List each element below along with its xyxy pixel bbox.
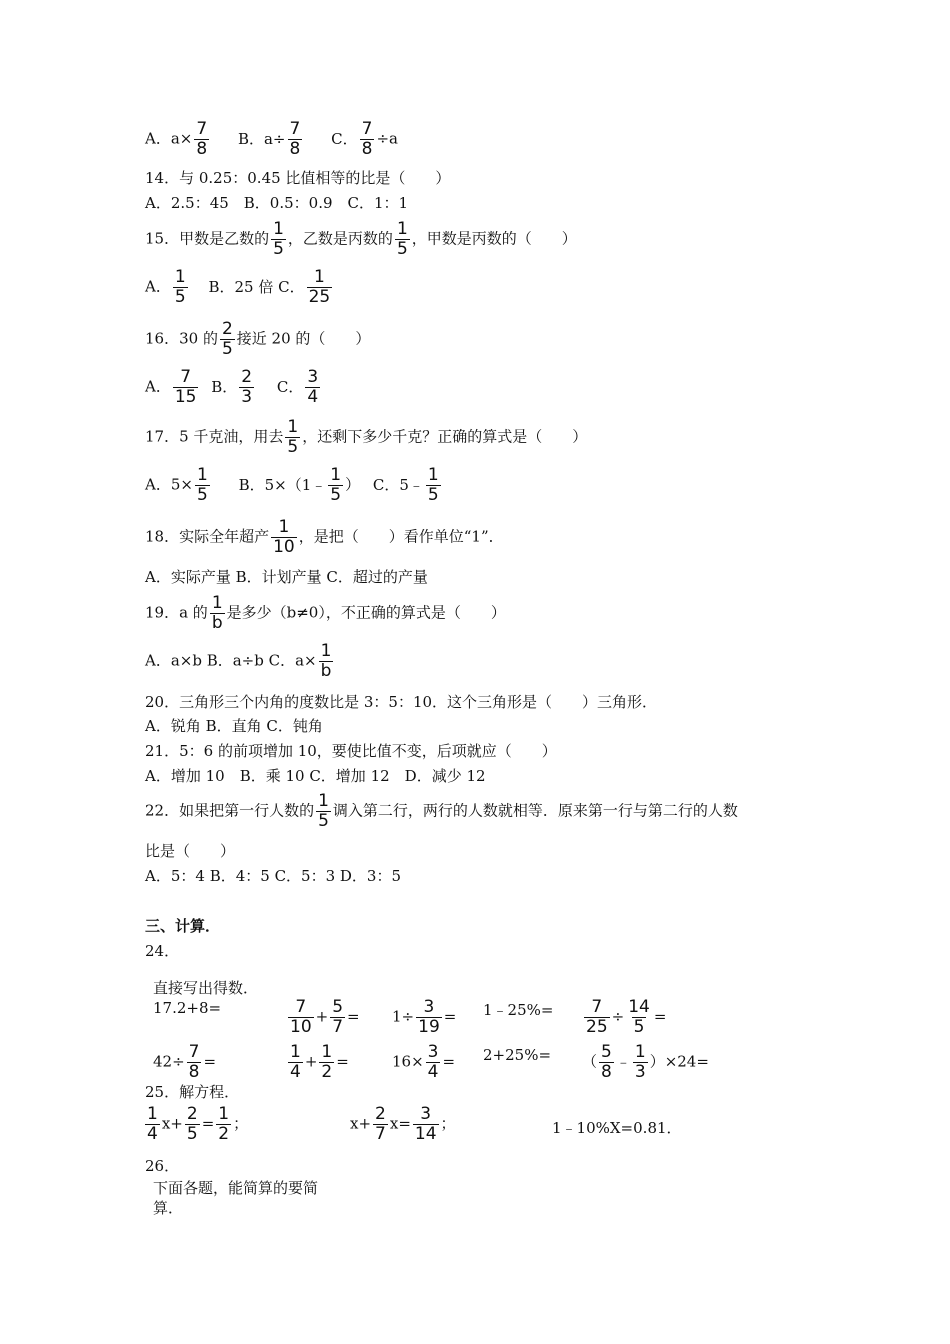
fraction: $\frac{7}{8}$ bbox=[361, 119, 373, 159]
calc-item: $\frac{7}{25}$ ÷ $\frac{14}{5}$ = bbox=[586, 997, 667, 1037]
fraction: $\frac{1}{5}$ bbox=[427, 465, 439, 505]
fraction: $\frac{7}{8}$ bbox=[188, 1042, 200, 1082]
q14-stem: 14．与 0.25：0.45 比值相等的比是（ ） bbox=[145, 169, 451, 187]
q20-stem: 20．三角形三个内角的度数比是 3：5：10．这个三角形是（ ）三角形． bbox=[145, 693, 658, 711]
q19-stem: 19．a 的 $\frac{1}{b}$ 是多少（b≠0），不正确的算式是（ ） bbox=[145, 593, 506, 633]
fraction: $\frac{1}{b}$ bbox=[320, 641, 332, 681]
fraction: $\frac{1}{5}$ bbox=[318, 791, 329, 831]
equation: $\frac{1}{4}$ x+ $\frac{2}{5}$ = $\frac{1}{2}$ ； bbox=[147, 1104, 249, 1144]
fraction: $\frac{1}{4}$ bbox=[290, 1042, 301, 1082]
q18-options: A．实际产量 B．计划产量 C．超过的产量 bbox=[145, 568, 428, 586]
equation: 1﹣10%X=0.81． bbox=[552, 1119, 682, 1137]
q19-options: A．a×b B．a÷b C．a× $\frac{1}{b}$ bbox=[145, 641, 332, 681]
q20-options: A．锐角 B．直角 C．钝角 bbox=[145, 717, 323, 735]
fraction: $\frac{1}{10}$ bbox=[273, 517, 295, 557]
fraction: $\frac{14}{5}$ bbox=[628, 997, 650, 1037]
fraction: $\frac{2}{5}$ bbox=[186, 1104, 198, 1144]
fraction: $\frac{1}{25}$ bbox=[308, 267, 331, 307]
fraction: $\frac{7}{15}$ bbox=[174, 367, 197, 407]
q16-stem: 16．30 的 $\frac{2}{5}$ 接近 20 的（ ） bbox=[145, 319, 371, 359]
q17-options: A．5× $\frac{1}{5}$ B．5×（1﹣ $\frac{1}{5}$ ） C．5﹣ $\frac{1}{5}$ bbox=[145, 465, 439, 505]
fraction: $\frac{1}{5}$ bbox=[196, 465, 208, 505]
q25-title: 25．解方程． bbox=[145, 1083, 240, 1101]
q15-options: A． $\frac{1}{5}$ B．25 倍 C． $\frac{1}{25}$ bbox=[145, 267, 331, 307]
q14-options: A．2.5：45 B．0.5：0.9 C．1：1 bbox=[145, 194, 409, 212]
fraction: $\frac{2}{7}$ bbox=[375, 1104, 386, 1144]
calc-item: 2+25%= bbox=[483, 1046, 552, 1064]
q26-instruction-cont: 算． bbox=[153, 1199, 184, 1217]
calc-item: 42÷ $\frac{7}{8}$ = bbox=[153, 1042, 217, 1082]
calc-item: 17.2+8= bbox=[153, 999, 222, 1017]
fraction: $\frac{1}{2}$ bbox=[321, 1042, 333, 1082]
q22-options: A．5：4 B．4：5 C．5：3 D．3：5 bbox=[145, 867, 402, 885]
fraction: $\frac{7}{8}$ bbox=[289, 119, 301, 159]
q21-options: A．增加 10 B．乘 10 C．增加 12 D．减少 12 bbox=[145, 767, 486, 785]
calc-item: 1÷ $\frac{3}{19}$ = bbox=[392, 997, 457, 1037]
fraction: $\frac{1}{3}$ bbox=[634, 1042, 646, 1082]
q24-number: 24． bbox=[145, 942, 180, 960]
fraction: $\frac{7}{8}$ bbox=[196, 119, 208, 159]
q26-number: 26． bbox=[145, 1157, 180, 1175]
q15-stem: 15．甲数是乙数的 $\frac{1}{5}$ ，乙数是丙数的 $\frac{1}{5}$ ，甲数是丙数的（ ） bbox=[145, 219, 577, 259]
q22-stem-cont: 比是（ ） bbox=[145, 842, 236, 860]
fraction: $\frac{1}{4}$ bbox=[147, 1104, 158, 1144]
equation: x+ $\frac{2}{7}$ x= $\frac{3}{14}$ ； bbox=[350, 1104, 456, 1144]
fraction: $\frac{1}{5}$ bbox=[287, 417, 299, 457]
fraction: $\frac{1}{5}$ bbox=[273, 219, 284, 259]
q18-stem: 18．实际全年超产 $\frac{1}{10}$ ，是把（ ）看作单位“1”． bbox=[145, 517, 504, 557]
fraction: $\frac{3}{4}$ bbox=[427, 1042, 439, 1082]
calc-item: $\frac{7}{10}$ + $\frac{5}{7}$ = bbox=[290, 997, 360, 1037]
calc-item: $\frac{1}{4}$ + $\frac{1}{2}$ = bbox=[290, 1042, 349, 1082]
fraction: $\frac{5}{8}$ bbox=[601, 1042, 612, 1082]
q16-options: A． $\frac{7}{15}$ B． $\frac{2}{3}$ C． $\frac{3}{4}$ bbox=[145, 367, 319, 407]
q24-instruction: 直接写出得数． bbox=[153, 979, 259, 997]
fraction: $\frac{5}{7}$ bbox=[332, 997, 344, 1037]
section-title: 三、计算． bbox=[145, 917, 221, 935]
fraction: $\frac{3}{14}$ bbox=[414, 1104, 437, 1144]
fraction: $\frac{1}{5}$ bbox=[396, 219, 408, 259]
q17-stem: 17．5 千克油，用去 $\frac{1}{5}$ ，还剩下多少千克？正确的算式是（ ） bbox=[145, 417, 588, 457]
q13-options: A．a× $\frac{7}{8}$ B．a÷ $\frac{7}{8}$ C． $\frac{7}{8}$ ÷a bbox=[145, 119, 398, 159]
fraction: $\frac{2}{5}$ bbox=[221, 319, 233, 359]
calc-item: 16× $\frac{3}{4}$ = bbox=[392, 1042, 456, 1082]
q21-stem: 21．5：6 的前项增加 10，要使比值不变，后项就应（ ） bbox=[145, 742, 557, 760]
fraction: $\frac{1}{2}$ bbox=[218, 1104, 230, 1144]
q26-instruction: 下面各题，能简算的要简 bbox=[153, 1179, 319, 1197]
fraction: $\frac{3}{4}$ bbox=[307, 367, 319, 407]
fraction: $\frac{1}{b}$ bbox=[211, 593, 223, 633]
fraction: $\frac{7}{10}$ bbox=[290, 997, 312, 1037]
calc-item: （ $\frac{5}{8}$ ﹣ $\frac{1}{3}$ ）×24= bbox=[582, 1042, 709, 1082]
fraction: $\frac{1}{5}$ bbox=[330, 465, 342, 505]
calc-item: 1﹣25%= bbox=[483, 1001, 554, 1019]
fraction: $\frac{3}{19}$ bbox=[418, 997, 440, 1037]
q22-stem: 22．如果把第一行人数的 $\frac{1}{5}$ 调入第二行，两行的人数就相等．原来第一行与第二行的人数 bbox=[145, 791, 738, 831]
fraction: $\frac{7}{25}$ bbox=[586, 997, 608, 1037]
fraction: $\frac{1}{5}$ bbox=[174, 267, 186, 307]
fraction: $\frac{2}{3}$ bbox=[241, 367, 253, 407]
